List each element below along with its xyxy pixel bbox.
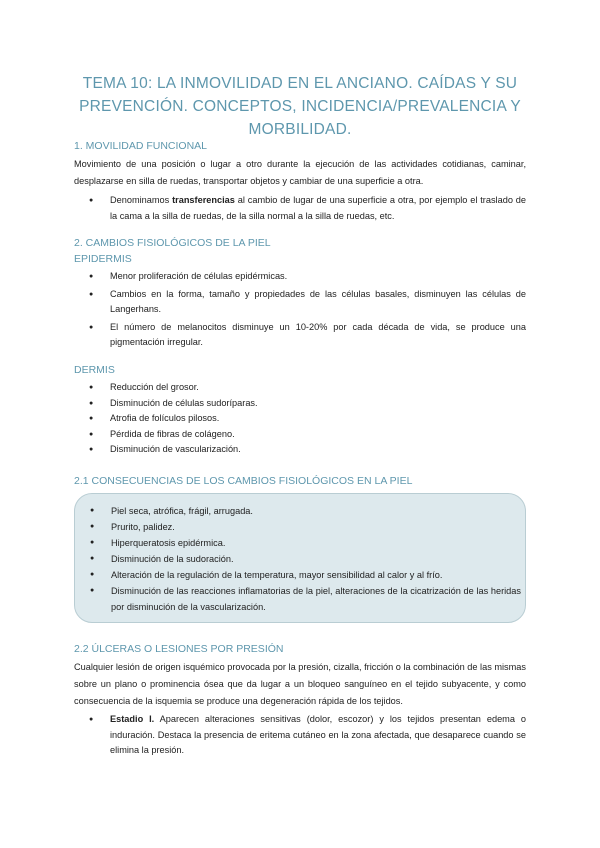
consecuencias-box: [74, 493, 526, 623]
paragraph: Cualquier lesión de origen isquémico provocada por la presión, cizalla, fricción o la combinación de las mismas sobre un plano o prominencia ósea que da lugar a un bloqueo sanguíneo en el tejido subyacente, y como consecuencia de la isquemia se produce una degeneración rápida de los tejidos.: [74, 662, 526, 706]
section-heading: 1. MOVILIDAD FUNCIONAL: [74, 140, 208, 152]
dermis-list: [74, 380, 526, 458]
section-consecuencias-heading: [74, 474, 526, 488]
epidermis-list: [74, 269, 526, 351]
page-title: TEMA 10: LA INMOVILIDAD EN EL ANCIANO. CAÍDAS Y SU PREVENCIÓN. CONCEPTOS, INCIDENCIA/PREVALENCIA Y MORBILIDAD.: [79, 75, 521, 138]
list-item: ● Alteración de la regulación de la temperatura, mayor sensibilidad al calor y al frío.: [75, 567, 525, 583]
list-item: ● Atrofia de folículos pilosos.: [74, 411, 526, 427]
section-heading: 2.1 CONSECUENCIAS DE LOS CAMBIOS FISIOLÓGICOS EN LA PIEL: [74, 475, 413, 487]
list-item: ● Disminución de vascularización.: [74, 442, 526, 458]
list-item: ● Menor proliferación de células epidérmicas.: [74, 269, 526, 285]
subheading-epidermis: EPIDERMIS: [74, 253, 132, 265]
paragraph: Movimiento de una posición o lugar a otro durante la ejecución de las actividades cotidianas, caminar, desplazarse en silla de ruedas, transportar objetos y cambiar de una superficie a otra.: [74, 159, 526, 186]
list-item: ● Denominamos transferencias al cambio de lugar de una superficie a otra, por ejemplo el traslado de la cama a la silla de ruedas, de la silla normal a la silla de ruedas, etc.: [74, 193, 526, 224]
list-item: ● El número de melanocitos disminuye un 10-20% por cada década de vida, se produce una pigmentación irregular.: [74, 320, 526, 351]
list-item: ● Hiperqueratosis epidérmica.: [75, 535, 525, 551]
list-item: ● Reducción del grosor.: [74, 380, 526, 396]
consecuencias-list: [75, 503, 525, 615]
section-movilidad: [74, 139, 526, 224]
list-item: ● Pérdida de fibras de colágeno.: [74, 427, 526, 443]
list-item: ● Disminución de las reacciones inflamatorias de la piel, alteraciones de la cicatrización de las heridas por disminución de la vascularización.: [75, 583, 525, 615]
section-heading: 2. CAMBIOS FISIOLÓGICOS DE LA PIEL: [74, 237, 271, 249]
list-item: ● Prurito, palidez.: [75, 519, 525, 535]
list-item: ● Disminución de la sudoración.: [75, 551, 525, 567]
section-dermis: [74, 363, 526, 458]
list-item: ● Estadio I. Aparecen alteraciones sensitivas (dolor, escozor) y los tejidos presentan edema o induración. Destaca la presencia de eritema cutáneo en la zona afectada, que desaparece cuando se elimina la presión.: [74, 712, 526, 759]
list-item: ● Cambios en la forma, tamaño y propiedades de las células basales, disminuyen las células de Langerhans.: [74, 287, 526, 318]
list-item: ● Disminución de células sudoríparas.: [74, 396, 526, 412]
section-ulceras: [74, 642, 526, 759]
section-heading: 2.2 ÚLCERAS O LESIONES POR PRESIÓN: [74, 643, 284, 655]
subheading-dermis: DERMIS: [74, 364, 115, 376]
list-item: ● Piel seca, atrófica, frágil, arrugada.: [75, 503, 525, 519]
section-cambios-piel: [74, 236, 526, 351]
